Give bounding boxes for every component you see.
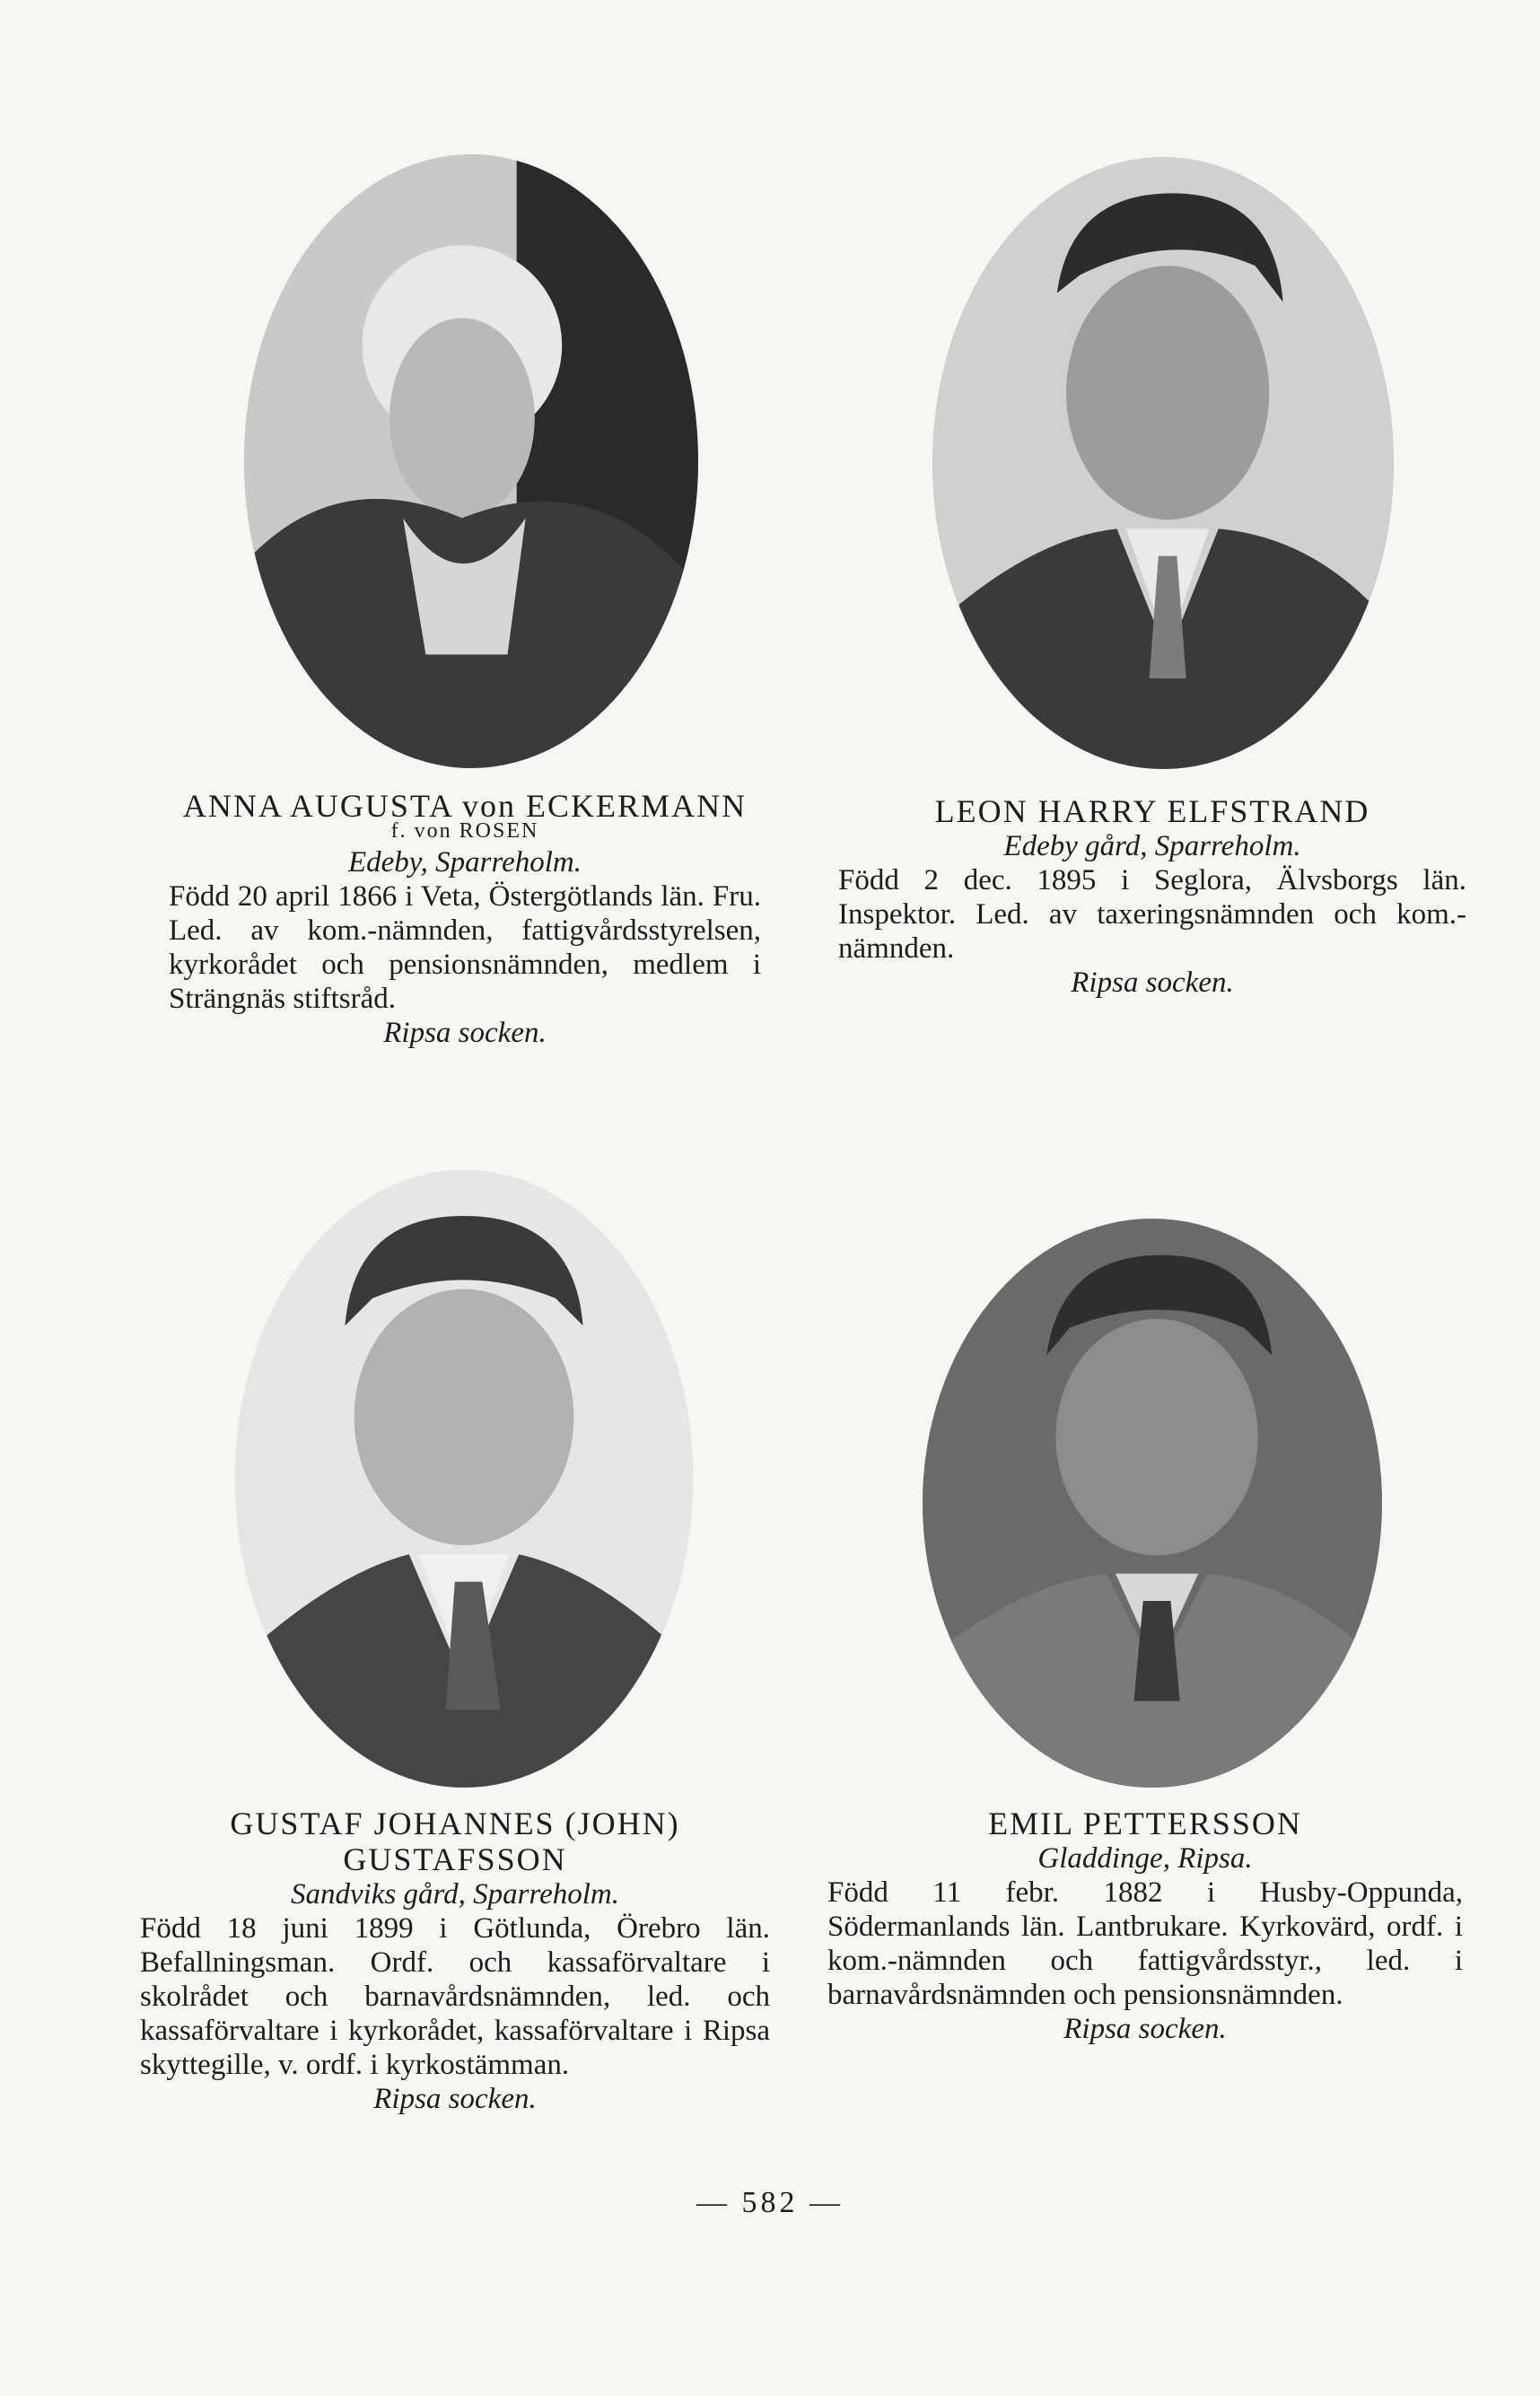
- residence: Gladdinge, Ripsa.: [1037, 1842, 1253, 1875]
- person-name: EMIL PETTERSSON: [988, 1806, 1302, 1841]
- parish: Ripsa socken.: [1063, 2013, 1227, 2045]
- biography: Född 20 april 1866 i Veta, Östergötlands län. Fru. Led. av kom.-nämnden, fattigvårdsstyrelsen, kyrkorådet och pensionsnämnden, medlem i Strängnäs stiftsråd.: [169, 880, 761, 1015]
- residence: Edeby gård, Sparreholm.: [1003, 830, 1301, 862]
- parish: Ripsa socken.: [383, 1017, 547, 1049]
- man-portrait-icon: [235, 1170, 693, 1788]
- person-name: GUSTAF JOHANNES (JOHN) GUSTAFSSON: [230, 1806, 680, 1877]
- man-portrait-icon: [932, 157, 1394, 769]
- entry-gustaf-gustafsson: [140, 1806, 770, 2116]
- woman-portrait-icon: [244, 154, 698, 768]
- portrait-anna-von-eckermann: [244, 154, 698, 768]
- maiden-name: f. von ROSEN: [390, 819, 539, 843]
- residence: Sandviks gård, Sparreholm.: [290, 1878, 620, 1911]
- man-portrait-icon: [923, 1219, 1382, 1788]
- residence: Edeby, Sparreholm.: [348, 846, 582, 879]
- entry-leon-elfstrand: [838, 793, 1466, 1000]
- person-name: ANNA AUGUSTA von ECKERMANN: [182, 788, 748, 824]
- entry-emil-pettersson: [827, 1806, 1463, 2046]
- entry-anna-von-eckermann: [169, 788, 761, 1050]
- portrait-leon-elfstrand: [932, 157, 1394, 769]
- biography: Född 2 dec. 1895 i Seglora, Älvsborgs län. Inspektor. Led. av taxeringsnämnden och kom.-nämnden.: [838, 864, 1466, 965]
- biography: Född 18 juni 1899 i Götlunda, Örebro län. Befallningsman. Ordf. och kassaförvaltare i skolrådet och barnavårdsnämnden, led. och kassaförvaltare i kyrkorådet, kassaförvaltare i Ripsa skyttegille, v. ordf. i kyrkostämman.: [140, 1912, 770, 2081]
- biography: Född 11 febr. 1882 i Husby-Oppunda, Södermanlands län. Lantbrukare. Kyrkovärd, ordf. i kom.-nämnden och fattigvårdsstyr., led. i barnavårdsnämnden och pensionsnämnden.: [827, 1876, 1463, 2011]
- parish: Ripsa socken.: [1071, 966, 1234, 999]
- person-name: LEON HARRY ELFSTRAND: [934, 793, 1370, 829]
- parish: Ripsa socken.: [373, 2083, 537, 2115]
- page-number: — 582 —: [696, 2186, 844, 2219]
- portrait-gustaf-gustafsson: [235, 1170, 693, 1788]
- portrait-emil-pettersson: [923, 1219, 1382, 1788]
